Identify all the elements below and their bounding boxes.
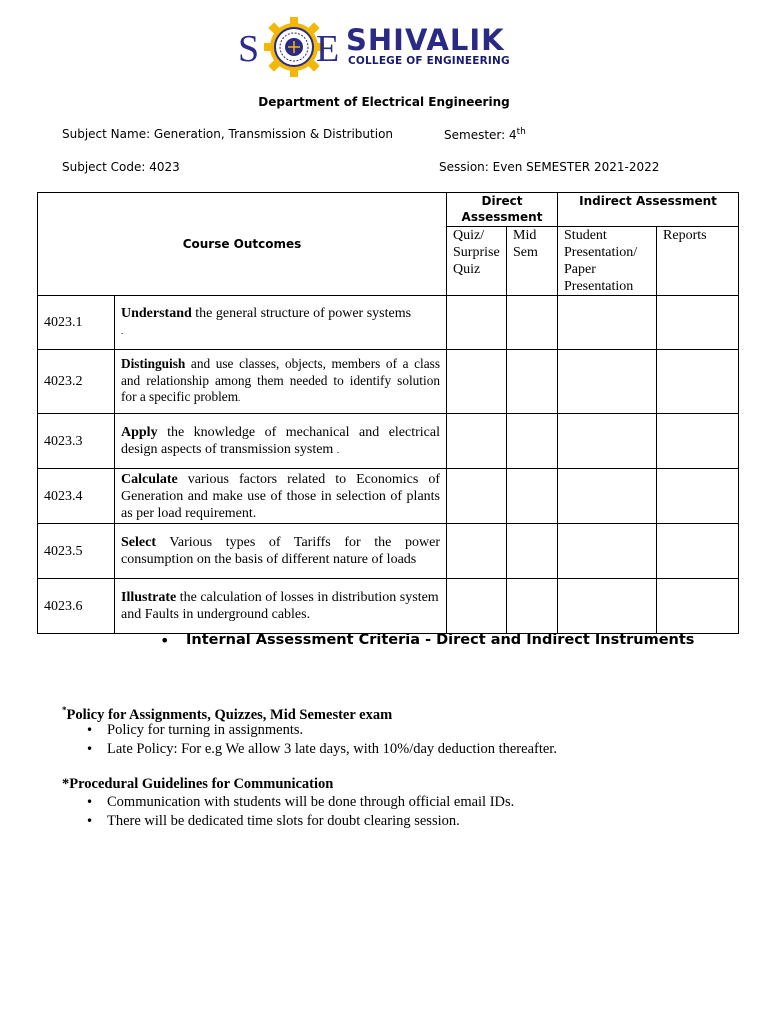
table-cell	[507, 296, 558, 350]
mid-sem-header: Mid Sem	[507, 227, 558, 296]
table-row	[38, 296, 739, 350]
co-text: the calculation of losses in distribution system and Faults in underground cables.	[121, 590, 439, 622]
table-header-row	[38, 193, 739, 227]
quiz-header: Quiz/ Surprise Quiz	[447, 227, 507, 296]
co-description	[115, 414, 447, 469]
co-verb: Calculate	[121, 471, 178, 487]
procedural-item: Communication with students will be done through official email IDs.	[107, 794, 515, 810]
bullet-dot: •	[86, 814, 94, 828]
logo-letter-s: S	[238, 28, 260, 70]
session: Session: Even SEMESTER 2021-2022	[439, 160, 660, 174]
table-cell	[447, 579, 507, 634]
table-cell	[507, 469, 558, 524]
table-row	[38, 350, 739, 414]
co-description	[115, 296, 447, 350]
semester-text: Semester: 4	[444, 128, 517, 142]
procedural-item: There will be dedicated time slots for doubt clearing session.	[107, 813, 460, 829]
presentation-header: Student Presentation/ Paper Presentation	[558, 227, 657, 296]
bullet-dot: •	[86, 742, 94, 756]
table-cell	[507, 350, 558, 414]
semester-suffix: th	[516, 127, 526, 137]
table-cell	[558, 350, 657, 414]
table-cell	[558, 524, 657, 579]
co-text: various factors related to Economics of Generation and make use of those in selection of plants as per load requirement.	[121, 471, 440, 521]
table-cell	[447, 414, 507, 469]
co-verb: Understand	[121, 306, 192, 321]
co-code: 4023.5	[38, 524, 115, 579]
table-cell	[657, 296, 739, 350]
co-tail: .	[238, 393, 241, 404]
policy-heading: *Policy for Assignments, Quizzes, Mid Semester exam	[62, 705, 393, 723]
bullet-dot: •	[86, 723, 94, 737]
co-verb: Distinguish	[121, 356, 186, 372]
co-code: 4023.3	[38, 414, 115, 469]
co-verb: Apply	[121, 424, 158, 440]
co-code: 4023.6	[38, 579, 115, 634]
co-description	[115, 579, 447, 634]
co-description	[115, 469, 447, 524]
co-code: 4023.4	[38, 469, 115, 524]
table-cell	[558, 579, 657, 634]
co-tail: .	[121, 326, 124, 336]
table-cell	[507, 414, 558, 469]
table-cell	[447, 296, 507, 350]
subject-name: Subject Name: Generation, Transmission & Distribution	[62, 127, 394, 141]
co-description	[115, 524, 447, 579]
policy-title: Policy for Assignments, Quizzes, Mid Semester exam	[66, 706, 393, 723]
co-text: Various types of Tariffs for the power consumption on the basis of different nature of loads	[121, 535, 440, 567]
table-cell	[447, 469, 507, 524]
bullet-dot: •	[160, 631, 170, 650]
table-row	[38, 524, 739, 579]
college-subtitle: COLLEGE OF ENGINEERING	[348, 55, 510, 67]
table-row	[38, 414, 739, 469]
table-cell	[558, 469, 657, 524]
table-row	[38, 579, 739, 634]
co-description	[115, 350, 447, 414]
bullet-dot: •	[86, 795, 94, 809]
table-cell	[657, 414, 739, 469]
department-title: Department of Electrical Engineering	[258, 95, 510, 109]
course-outcomes-header: Course Outcomes	[38, 193, 447, 296]
semester	[444, 127, 526, 142]
table-cell	[558, 414, 657, 469]
co-tail: .	[336, 444, 340, 455]
table-cell	[558, 296, 657, 350]
course-outcomes-table	[37, 192, 739, 634]
table-row	[38, 469, 739, 524]
logo-letter-e: E	[316, 28, 340, 70]
table-cell	[657, 524, 739, 579]
reports-header: Reports	[657, 227, 739, 296]
procedural-title: *Procedural Guidelines for Communication	[62, 776, 334, 792]
table-cell	[507, 524, 558, 579]
co-code: 4023.2	[38, 350, 115, 414]
table-cell	[507, 579, 558, 634]
co-text: and use classes, objects, members of a class and relationship among them needed to identify solution for a specific problem	[121, 356, 440, 405]
criteria-heading: Internal Assessment Criteria - Direct and Indirect Instruments	[186, 632, 695, 648]
table-cell	[447, 350, 507, 414]
policy-item: Policy for turning in assignments.	[107, 722, 304, 738]
college-name: SHIVALIK	[346, 23, 505, 57]
direct-assessment-header: Direct Assessment	[447, 193, 558, 227]
table-cell	[447, 524, 507, 579]
indirect-assessment-header: Indirect Assessment	[558, 193, 739, 227]
policy-item: Late Policy: For e.g We allow 3 late days, with 10%/day deduction thereafter.	[107, 741, 557, 757]
co-verb: Illustrate	[121, 590, 177, 605]
co-code: 4023.1	[38, 296, 115, 350]
subject-code: Subject Code: 4023	[62, 160, 180, 174]
table-cell	[657, 350, 739, 414]
co-text: the general structure of power systems	[191, 306, 412, 321]
table-cell	[657, 579, 739, 634]
table-cell	[657, 469, 739, 524]
college-logo	[236, 14, 536, 80]
co-verb: Select	[121, 535, 156, 550]
co-text: the knowledge of mechanical and electrical design aspects of transmission system	[121, 424, 440, 457]
